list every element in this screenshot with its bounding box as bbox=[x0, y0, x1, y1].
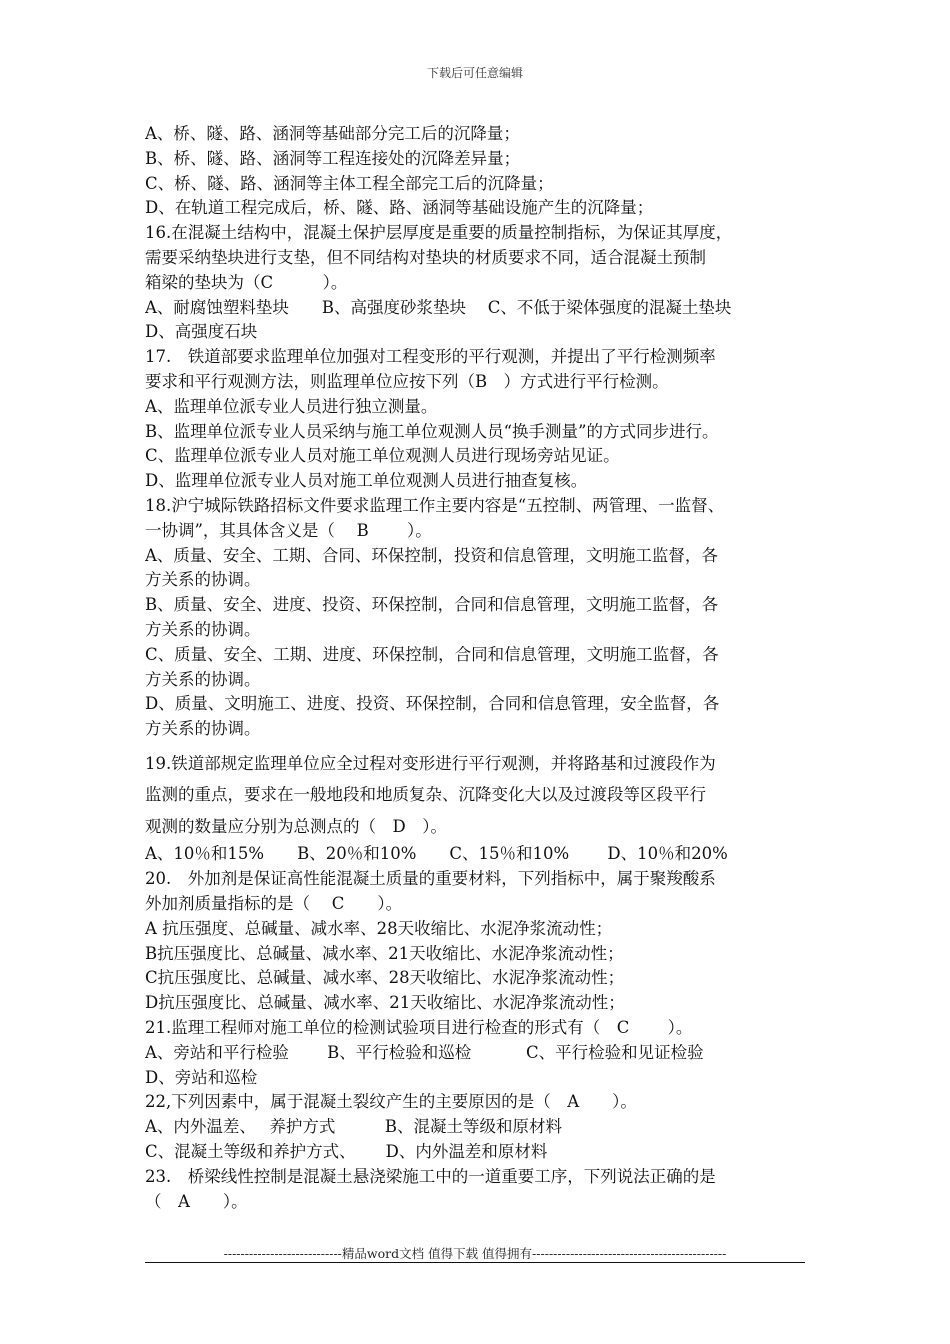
text-line: B、桥、隧、路、涵洞等工程连接处的沉降差异量； bbox=[145, 148, 521, 168]
page-footer: ----------------------------精品word文档 值得下载 值得拥有---------------------------------------------- bbox=[223, 1246, 727, 1261]
text-line: 18.沪宁城际铁路招标文件要求监理工作主要内容是“五控制、两管理、一监督、 bbox=[145, 495, 725, 515]
text-line: C、质量、安全、工期、进度、环保控制，合同和信息管理，文明施工监督，各 bbox=[145, 644, 719, 664]
text-line: C、监理单位派专业人员对施工单位观测人员进行现场旁站见证。 bbox=[145, 446, 620, 466]
text-line: 箱梁的垫块为（C ）。 bbox=[145, 272, 348, 292]
text-line: 监测的重点，要求在一般地段和地质复杂、沉降变化大以及过渡段等区段平行 bbox=[145, 785, 706, 805]
text-line: C、混凝土等级和养护方式、 D、内外温差和原材料 bbox=[145, 1141, 548, 1161]
text-line: A、监理单位派专业人员进行独立测量。 bbox=[145, 396, 438, 416]
text-line: C、桥、隧、路、涵洞等主体工程全部完工后的沉降量； bbox=[145, 173, 554, 193]
text-line: D、旁站和巡检 bbox=[145, 1067, 258, 1087]
text-line: 17. 铁道部要求监理单位加强对工程变形的平行观测，并提出了平行检测频率 bbox=[145, 347, 716, 367]
text-line: B、监理单位派专业人员采纳与施工单位观测人员“换手测量”的方式同步进行。 bbox=[145, 421, 719, 441]
text-line: A、桥、隧、路、涵洞等基础部分完工后的沉降量； bbox=[145, 124, 520, 143]
text-line: 21.监理工程师对施工单位的检测试验项目进行检查的形式有（ C ）。 bbox=[145, 1018, 693, 1037]
text-line: 16.在混凝土结构中，混凝土保护层厚度是重要的质量控制指标，为保证其厚度， bbox=[145, 223, 733, 243]
footer-rule bbox=[145, 1262, 805, 1263]
text-line: 要求和平行观测方法，则监理单位应按下列（B ）方式进行平行检测。 bbox=[145, 371, 669, 391]
text-line: C抗压强度比、总碱量、减水率、28天收缩比、水泥净浆流动性； bbox=[145, 968, 625, 988]
text-line: A、内外温差、 养护方式 B、混凝土等级和原材料 bbox=[145, 1117, 563, 1137]
text-line: D、高强度石块 bbox=[145, 322, 258, 342]
text-line: 方关系的协调。 bbox=[145, 719, 261, 739]
text-line: A、质量、安全、工期、合同、环保控制，投资和信息管理，文明施工监督，各 bbox=[145, 545, 718, 565]
text-line: 一协调”，其具体含义是（ B ）。 bbox=[145, 520, 432, 540]
text-block-questions-19-23 bbox=[145, 842, 825, 1214]
text-line: A、耐腐蚀塑料垫块 B、高强度砂浆垫块 C、不低于梁体强度的混凝土垫块 bbox=[145, 297, 732, 317]
text-line: B抗压强度比、总碱量、减水率、21天收缩比、水泥净浆流动性； bbox=[145, 943, 624, 963]
page-header: 下载后可任意编辑 bbox=[426, 66, 523, 80]
text-line: 22,下列因素中，属于混凝土裂纹产生的主要原因的是（ A ）。 bbox=[145, 1092, 637, 1112]
text-line: 方关系的协调。 bbox=[145, 669, 261, 689]
text-line: D、在轨道工程完成后，桥、隧、路、涵洞等基础设施产生的沉降量； bbox=[145, 198, 654, 218]
text-line: D、质量、文明施工、进度、投资、环保控制，合同和信息管理，安全监督，各 bbox=[145, 694, 720, 714]
text-line: 方关系的协调。 bbox=[145, 570, 261, 590]
text-block-questions-15-18 bbox=[145, 122, 825, 742]
text-line: 需要采纳垫块进行支垫，但不同结构对垫块的材质要求不同，适合混凝土预制 bbox=[145, 247, 706, 267]
text-block-question-19 bbox=[145, 748, 825, 843]
text-line: A、10％和15% B、20％和10% C、15％和10% D、10％和20% bbox=[145, 844, 728, 864]
text-line: 观测的数量应分别为总测点的（ D ）。 bbox=[145, 816, 447, 836]
text-line: 19.铁道部规定监理单位应全过程对变形进行平行观测，并将路基和过渡段作为 bbox=[145, 753, 716, 773]
text-line: 方关系的协调。 bbox=[145, 619, 261, 639]
text-line: 23. 桥梁线性控制是混凝土悬浇梁施工中的一道重要工序，下列说法正确的是 bbox=[145, 1166, 716, 1186]
text-line: A、旁站和平行检验 B、平行检验和巡检 C、平行检验和见证检验 bbox=[145, 1042, 704, 1062]
text-line: 20. 外加剂是保证高性能混凝土质量的重要材料，下列指标中，属于聚羧酸系 bbox=[145, 869, 716, 889]
text-line: 外加剂质量指标的是（ C ）。 bbox=[145, 894, 403, 914]
text-line: D抗压强度比、总碱量、减水率、21天收缩比、水泥净浆流动性； bbox=[145, 993, 625, 1013]
text-line: A 抗压强度、总碱量、减水率、28天收缩比、水泥净浆流动性； bbox=[145, 918, 613, 938]
text-line: （ A ）。 bbox=[145, 1191, 248, 1211]
text-line: B、质量、安全、进度、投资、环保控制，合同和信息管理，文明施工监督，各 bbox=[145, 595, 719, 615]
document-body bbox=[145, 122, 825, 1214]
text-line: D、监理单位派专业人员对施工单位观测人员进行抽查复核。 bbox=[145, 471, 588, 491]
